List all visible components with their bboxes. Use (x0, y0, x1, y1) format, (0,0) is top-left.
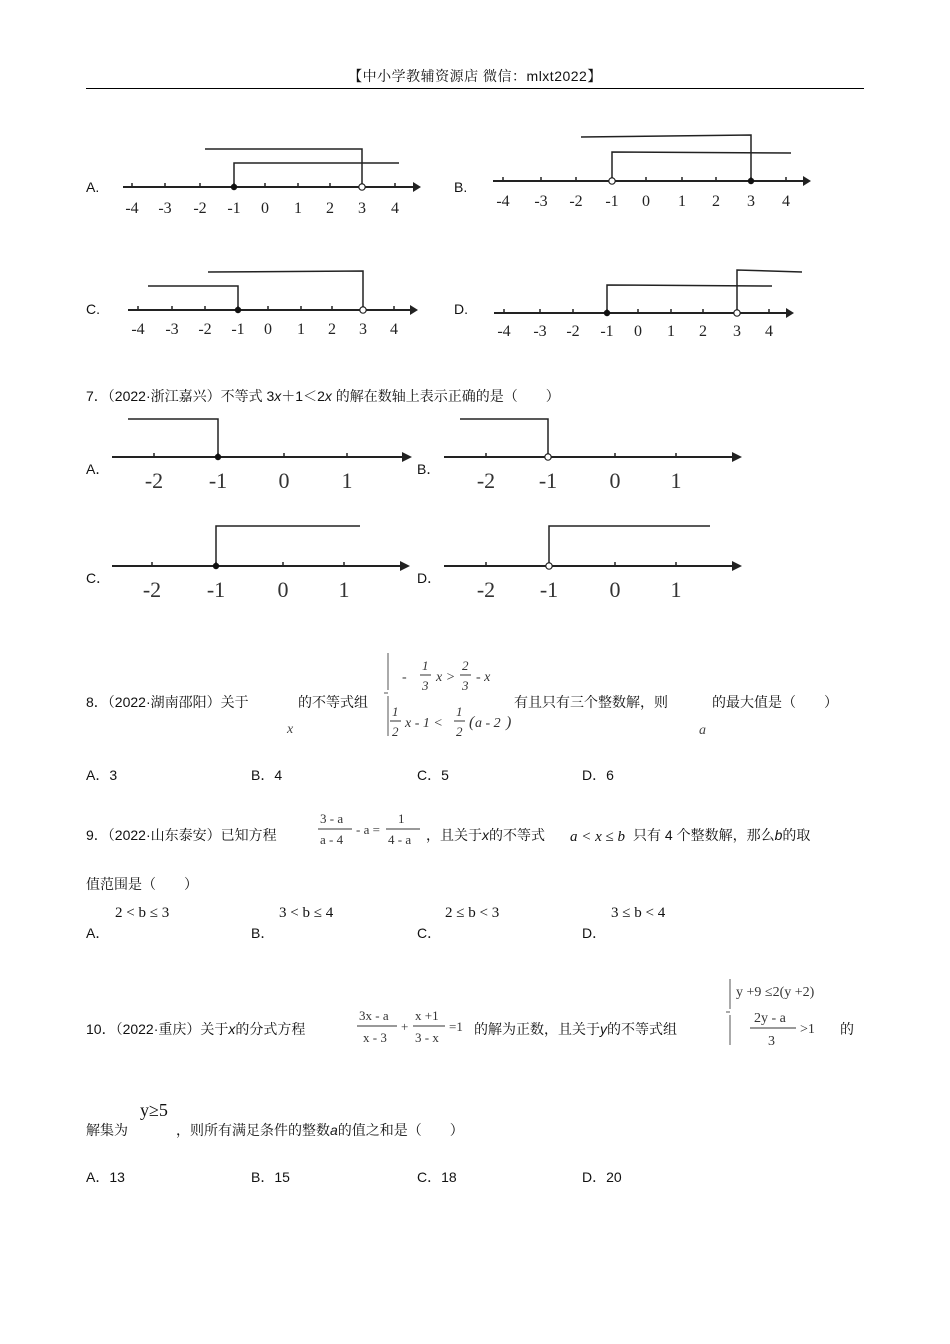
q9-text: 的不等式 (489, 827, 545, 843)
svg-text:3 - x: 3 - x (415, 1030, 439, 1045)
q9-var: b (774, 827, 783, 843)
tick-label: 3 (747, 193, 755, 210)
q10-text: 的解为正数，且关于 (474, 1021, 600, 1037)
q10-option-b: B．15 (251, 1169, 290, 1185)
tick-label: 1 (670, 577, 682, 602)
svg-text:3: 3 (422, 678, 429, 693)
tick-label: 1 (294, 200, 302, 217)
tick-label: -1 (600, 323, 614, 340)
svg-text:+: + (401, 1019, 409, 1034)
svg-text:x - 1 <: x - 1 < (405, 716, 443, 731)
q8-var-x: x (287, 722, 294, 737)
q7-option-a-label: A． (86, 461, 110, 477)
q10-option-c: C．18 (417, 1169, 457, 1185)
q9-number: 9． (86, 827, 108, 843)
q9-text: 已知方程 (220, 827, 277, 843)
q7-option-c-number-line (108, 520, 418, 610)
q7-option-a-number-line (108, 410, 418, 500)
q7-number: 7． (86, 388, 108, 404)
q10-text: 的不等式组 (607, 1021, 677, 1037)
tick-label: -4 (496, 193, 510, 210)
q6-option-a-label: A. (86, 179, 100, 195)
q10-var: a (330, 1122, 338, 1138)
q10-line2-end (176, 1120, 464, 1140)
q7-text: ＋1＜2 (281, 388, 325, 404)
q10-var: x (228, 1021, 236, 1037)
q7-stem (86, 386, 560, 406)
q6-option-b-number-line (485, 125, 825, 220)
q10-text: 的值之和是（ ） (337, 1122, 464, 1138)
svg-text:3: 3 (462, 678, 469, 693)
q8-text (514, 692, 668, 712)
q9-stem-line2: 值范围是（ ） (86, 876, 198, 892)
tick-label: 2 (326, 200, 334, 217)
q7-option-c-label: C． (86, 570, 111, 586)
q10-source: （2022·重庆） (115, 1021, 201, 1037)
tick-label: 0 (634, 323, 642, 340)
q8-source: （2022·湖南邵阳） (107, 694, 221, 710)
svg-text:- x: - x (476, 670, 491, 685)
tick-label: 2 (712, 193, 720, 210)
svg-text:1: 1 (392, 704, 399, 719)
q9-inequality: a < x ≤ b (570, 829, 626, 845)
q10-text-mid (474, 1019, 677, 1039)
q7-text: 不等式 3 (220, 388, 275, 404)
tick-label: -2 (569, 193, 583, 210)
tick-label: -3 (534, 193, 548, 210)
tick-label: 0 (609, 577, 621, 602)
q9-var: x (482, 827, 489, 843)
tick-label: -4 (497, 323, 511, 340)
tick-label: 0 (278, 468, 290, 493)
q7-option-d-number-line (440, 520, 750, 610)
svg-text:a - 2: a - 2 (475, 716, 501, 731)
q9-option-c-label: C． (417, 925, 442, 941)
tick-label: 1 (338, 577, 350, 602)
q7-option-b-label: B． (417, 461, 441, 477)
q10-line2-start: 解集为 (86, 1122, 128, 1138)
q8-var-a: a (699, 723, 706, 738)
q10-text: 的分式方程 (235, 1021, 306, 1037)
q9-option-d-label: D． (582, 925, 607, 941)
tick-label: 4 (391, 200, 399, 217)
q9-text: ，且关于 (426, 827, 482, 843)
q9-text: 只有 4 个整数解，那么 (633, 827, 775, 843)
q8-text: 的最大值是（ ） (712, 694, 838, 710)
svg-text:x +1: x +1 (415, 1008, 439, 1023)
q10-inequality-system (722, 975, 842, 1055)
q8-text: 关于 (220, 694, 249, 710)
svg-text:a - 4: a - 4 (320, 832, 344, 847)
q9-text: 的取 (782, 827, 811, 843)
page-header: 【中小学教辅资源店 微信：mlxt2022】 (348, 68, 602, 84)
svg-text:1: 1 (456, 704, 463, 719)
q9-option-d-expr: 3 ≤ b < 4 (611, 905, 666, 921)
q8-number: 8． (86, 694, 108, 710)
svg-text:2: 2 (456, 724, 463, 739)
tick-label: 3 (359, 321, 367, 338)
tick-label: 0 (261, 200, 269, 217)
q8-option-c: C．5 (417, 767, 449, 783)
svg-text:2: 2 (392, 724, 399, 739)
q6-option-d-number-line (488, 262, 818, 347)
q7-var: x (274, 388, 282, 404)
tick-label: -2 (476, 468, 496, 493)
svg-text:>1: >1 (800, 1022, 815, 1037)
tick-label: -2 (144, 468, 164, 493)
q6-option-a-number-line (115, 130, 435, 225)
tick-label: 1 (667, 323, 675, 340)
tick-label: 4 (390, 321, 398, 338)
tick-label: 3 (733, 323, 741, 340)
q8-option-d: D．6 (582, 767, 614, 783)
svg-text:(: ( (469, 714, 475, 731)
q8-option-a: A．3 (86, 767, 118, 783)
q10-text: 的 (840, 1021, 854, 1037)
svg-text:=1: =1 (449, 1019, 463, 1034)
tick-label: -2 (193, 200, 207, 217)
tick-label: -1 (538, 468, 558, 493)
q10-text: 关于 (200, 1021, 229, 1037)
tick-label: -3 (165, 321, 179, 338)
svg-text:x - 3: x - 3 (363, 1030, 387, 1045)
q10-option-a: A．13 (86, 1169, 125, 1185)
tick-label: -1 (206, 577, 226, 602)
tick-label: -4 (131, 321, 145, 338)
q9-option-b-label: B． (251, 925, 275, 941)
q7-text: 的解在数轴上表示正确的是（ ） (331, 388, 560, 404)
q10-solution: y≥5 (140, 1100, 168, 1120)
q8-stem-start (86, 692, 249, 712)
q6-option-c-label: C. (86, 301, 100, 317)
tick-label: 0 (277, 577, 289, 602)
q6-option-b-label: B. (454, 179, 468, 195)
q6-option-c-number-line (120, 258, 440, 348)
tick-label: 0 (264, 321, 272, 338)
q9-text-end (633, 825, 810, 845)
svg-text:2: 2 (462, 658, 469, 673)
tick-label: 1 (297, 321, 305, 338)
q9-stem-start (86, 825, 277, 845)
tick-label: 0 (642, 193, 650, 210)
q7-source: （2022·浙江嘉兴） (107, 388, 221, 404)
tick-label: 1 (678, 193, 686, 210)
svg-text:): ) (506, 714, 512, 731)
tick-label: -2 (566, 323, 580, 340)
q8-text: 的不等式组 (298, 694, 368, 710)
svg-text:-: - (402, 670, 407, 685)
tick-label: 1 (341, 468, 353, 493)
q7-option-d-label: D． (417, 570, 442, 586)
q6-option-d-label: D. (454, 301, 468, 317)
svg-text:- a =: - a = (356, 822, 380, 837)
header-rule (86, 88, 864, 89)
q9-option-a-label: A． (86, 925, 110, 941)
tick-label: -4 (125, 200, 139, 217)
tick-label: -3 (533, 323, 547, 340)
tick-label: -1 (231, 321, 245, 338)
q7-var: x (324, 388, 332, 404)
q8-option-b: B．4 (251, 767, 283, 783)
svg-text:x >: x > (436, 670, 456, 685)
tick-label: 2 (328, 321, 336, 338)
svg-text:2y - a: 2y - a (754, 1011, 786, 1026)
svg-text:y +9 ≤2(y +2): y +9 ≤2(y +2) (736, 985, 815, 1000)
tick-label: -3 (158, 200, 172, 217)
q9-option-b-expr: 3 < b ≤ 4 (279, 905, 334, 921)
q10-text: ，则所有满足条件的整数 (176, 1122, 330, 1138)
tick-label: 2 (699, 323, 707, 340)
q10-option-d: D．20 (582, 1169, 622, 1185)
q10-fractional-equation (355, 1004, 475, 1052)
q9-equation (316, 808, 436, 853)
tick-label: 0 (609, 468, 621, 493)
svg-text:4 - a: 4 - a (388, 832, 412, 847)
tick-label: -1 (605, 193, 619, 210)
tick-label: -2 (142, 577, 162, 602)
q9-option-a-expr: 2 < b ≤ 3 (115, 905, 170, 921)
q10-stem-start (86, 1019, 305, 1039)
q9-text-mid (426, 825, 545, 845)
tick-label: 4 (782, 193, 790, 210)
q8-inequality-system (380, 648, 515, 743)
tick-label: -2 (476, 577, 496, 602)
tick-label: -1 (208, 468, 228, 493)
q9-source: （2022·山东泰安） (107, 827, 221, 843)
svg-text:3 - a: 3 - a (320, 811, 344, 826)
tick-label: 4 (765, 323, 773, 340)
tick-label: 3 (358, 200, 366, 217)
svg-text:1: 1 (422, 658, 429, 673)
q10-var: y (600, 1021, 607, 1037)
tick-label: 1 (670, 468, 682, 493)
tick-label: -2 (198, 321, 212, 338)
svg-text:3x - a: 3x - a (359, 1008, 389, 1023)
svg-text:3: 3 (768, 1034, 775, 1049)
q9-option-c-expr: 2 ≤ b < 3 (445, 905, 500, 921)
tick-label: -1 (539, 577, 559, 602)
tick-label: -1 (227, 200, 241, 217)
q8-text: 有且只有三个整数解，则 (514, 694, 668, 710)
q7-option-b-number-line (440, 410, 750, 500)
svg-text:1: 1 (398, 811, 405, 826)
q10-number: 10． (86, 1021, 116, 1037)
